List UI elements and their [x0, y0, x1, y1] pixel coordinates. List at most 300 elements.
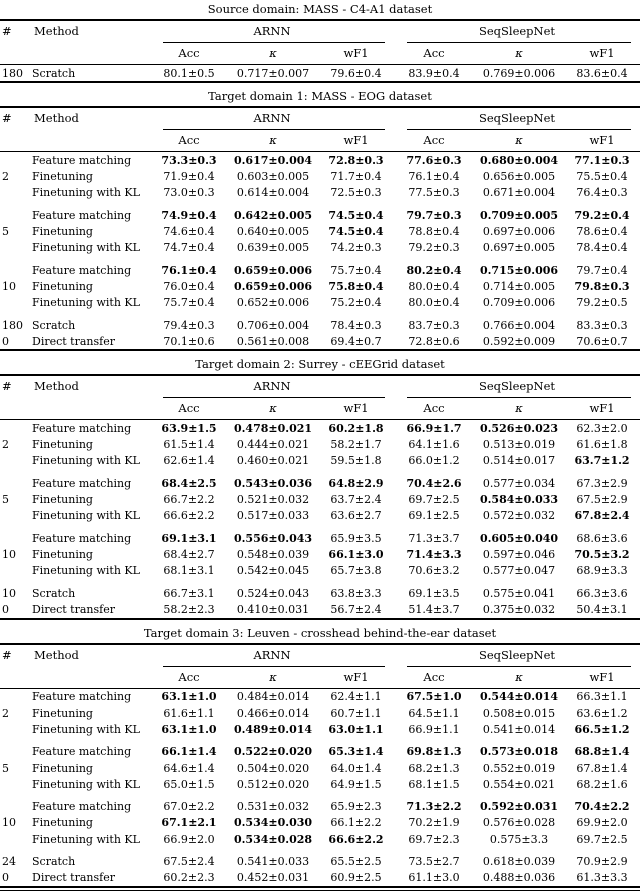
table-row	[0, 688, 640, 705]
metric-cell: 65.9±2.3	[330, 800, 382, 814]
metric-cell: 66.1±2.2	[330, 816, 382, 830]
metric-cell: 0.410±0.031	[236, 603, 310, 617]
metric-cell: 80.0±0.4	[408, 296, 460, 310]
metric-cell: 58.2±2.3	[163, 603, 215, 617]
metric-cell: 66.0±1.2	[408, 454, 460, 468]
table-row	[0, 721, 640, 737]
metric-cell: 0.541±0.014	[482, 722, 556, 736]
column-group-rule	[407, 666, 631, 667]
metric-cell: 61.1±3.0	[408, 871, 460, 885]
metric-cell: 73.0±0.3	[163, 186, 215, 200]
count-column-header: #	[0, 644, 32, 689]
metric-cell: 0.514±0.017	[482, 454, 556, 468]
metric-cell: 74.5±0.4	[328, 224, 384, 238]
method-cell: Finetuning with KL	[32, 296, 140, 310]
table-row	[0, 223, 640, 239]
table-row	[0, 278, 640, 294]
metric-cell: 74.6±0.4	[163, 224, 215, 238]
metric-cell: 58.2±1.7	[330, 438, 382, 452]
metric-cell: 0.522±0.020	[233, 745, 313, 759]
method-cell: Finetuning with KL	[32, 454, 140, 468]
table-row	[0, 847, 640, 870]
metric-cell: 68.4±2.5	[161, 477, 217, 491]
table-row	[0, 492, 640, 508]
metric-cell: 67.5±1.0	[406, 690, 462, 704]
metric-cell: 0.542±0.045	[236, 564, 310, 578]
metric-cell: 67.3±2.9	[576, 477, 628, 491]
metric-cell: 80.0±0.4	[408, 279, 460, 293]
count-cell: 2	[2, 169, 9, 183]
count-cell: 0	[2, 871, 9, 885]
metric-cell: 79.7±0.4	[576, 263, 628, 277]
metric-cell: 68.1±3.1	[163, 564, 215, 578]
method-cell: Finetuning	[32, 761, 93, 775]
metric-cell: 70.4±2.2	[574, 800, 630, 814]
method-cell: Feature matching	[32, 690, 132, 704]
metric-cell: 60.2±1.8	[328, 422, 384, 436]
table-row	[0, 602, 640, 619]
table-row	[0, 524, 640, 547]
model-group-header: ARNN	[253, 24, 291, 38]
metric-cell: 68.8±1.4	[574, 745, 630, 759]
metric-header: κ	[474, 44, 564, 65]
table-row	[0, 737, 640, 760]
table-section	[0, 356, 640, 619]
count-cell: 10	[2, 816, 16, 830]
method-cell: Feature matching	[32, 477, 132, 491]
results-table	[0, 374, 640, 619]
tables-root	[0, 1, 640, 891]
metric-cell: 74.2±0.3	[330, 241, 382, 255]
table-section	[0, 1, 640, 83]
metric-header: wF1	[318, 668, 394, 689]
metric-cell: 69.8±1.3	[406, 745, 462, 759]
metric-cell: 0.466±0.014	[236, 706, 310, 720]
method-cell: Finetuning with KL	[32, 777, 140, 791]
metric-cell: 77.5±0.3	[408, 186, 460, 200]
metric-header: κ	[474, 131, 564, 152]
count-cell: 5	[2, 224, 9, 238]
metric-cell: 73.3±0.3	[161, 153, 217, 167]
method-cell: Feature matching	[32, 153, 132, 167]
metric-cell: 65.7±3.8	[330, 564, 382, 578]
metric-cell: 68.2±1.6	[576, 777, 628, 791]
metric-cell: 0.508±0.015	[482, 706, 556, 720]
metric-cell: 66.7±2.2	[163, 493, 215, 507]
metric-cell: 64.1±1.6	[408, 438, 460, 452]
metric-cell: 79.2±0.3	[408, 241, 460, 255]
metric-cell: 71.3±2.2	[406, 800, 462, 814]
metric-cell: 0.504±0.020	[236, 761, 310, 775]
metric-cell: 70.2±1.9	[408, 816, 460, 830]
metric-cell: 0.697±0.005	[482, 241, 556, 255]
metric-cell: 0.513±0.019	[482, 438, 556, 452]
metric-cell: 0.706±0.004	[236, 318, 310, 332]
metric-cell: 79.2±0.4	[574, 208, 630, 222]
method-column-header: Method	[32, 20, 150, 65]
metric-cell: 60.7±1.1	[330, 706, 382, 720]
metric-cell: 75.7±0.4	[163, 296, 215, 310]
metric-cell: 0.642±0.005	[233, 208, 313, 222]
metric-cell: 0.639±0.005	[236, 241, 310, 255]
table-row	[0, 240, 640, 256]
metric-cell: 64.8±2.9	[328, 477, 384, 491]
metric-cell: 0.556±0.043	[233, 532, 313, 545]
metric-cell: 80.1±0.5	[163, 66, 215, 80]
count-column-header: #	[0, 375, 32, 420]
metric-cell: 71.9±0.4	[163, 169, 215, 183]
results-table	[0, 106, 640, 351]
metric-cell: 0.614±0.004	[236, 186, 310, 200]
metric-cell: 83.3±0.3	[576, 318, 628, 332]
count-cell: 5	[2, 761, 9, 775]
method-cell: Direct transfer	[32, 334, 115, 348]
metric-cell: 0.697±0.006	[482, 224, 556, 238]
table-row	[0, 760, 640, 776]
metric-cell: 68.4±2.7	[163, 548, 215, 562]
metric-cell: 64.5±1.1	[408, 706, 460, 720]
metric-cell: 70.1±0.6	[163, 334, 215, 348]
metric-cell: 0.531±0.032	[236, 800, 310, 814]
method-cell: Scratch	[32, 586, 76, 600]
method-cell: Finetuning	[32, 438, 93, 452]
header-row	[0, 107, 640, 127]
metric-cell: 0.548±0.039	[236, 548, 310, 562]
column-group-rule	[407, 42, 631, 43]
method-cell: Finetuning	[32, 169, 93, 183]
metric-cell: 79.8±0.3	[574, 279, 630, 293]
metric-header: Acc	[150, 131, 228, 152]
metric-cell: 67.5±2.9	[576, 493, 628, 507]
metric-cell: 0.478±0.021	[233, 422, 313, 436]
metric-cell: 66.3±1.1	[576, 690, 628, 704]
metric-cell: 0.444±0.021	[236, 438, 310, 452]
metric-cell: 74.5±0.4	[328, 208, 384, 222]
metric-cell: 76.1±0.4	[408, 169, 460, 183]
metric-cell: 66.1±1.4	[161, 745, 217, 759]
table-row	[0, 831, 640, 847]
metric-header: wF1	[318, 131, 394, 152]
metric-cell: 0.584±0.033	[479, 493, 559, 507]
metric-cell: 72.5±0.3	[330, 186, 382, 200]
count-cell: 0	[2, 334, 9, 348]
metric-cell: 0.521±0.032	[236, 493, 310, 507]
metric-cell: 69.1±3.1	[161, 532, 217, 545]
metric-cell: 67.0±2.2	[163, 800, 215, 814]
method-cell: Finetuning with KL	[32, 832, 140, 846]
metric-cell: 0.534±0.028	[233, 832, 313, 846]
metric-cell: 75.8±0.4	[328, 279, 384, 293]
metric-cell: 83.9±0.4	[408, 66, 460, 80]
metric-cell: 0.460±0.021	[236, 454, 310, 468]
metric-cell: 67.8±2.4	[574, 509, 630, 523]
metric-cell: 73.5±2.7	[408, 855, 460, 869]
metric-cell: 74.7±0.4	[163, 241, 215, 255]
method-cell: Finetuning	[32, 548, 93, 562]
table-row	[0, 792, 640, 815]
metric-cell: 56.7±2.4	[330, 603, 382, 617]
table-row	[0, 469, 640, 492]
metric-cell: 70.6±0.7	[576, 334, 628, 348]
metric-cell: 61.6±1.8	[576, 438, 628, 452]
metric-cell: 0.714±0.005	[482, 279, 556, 293]
metric-cell: 0.561±0.008	[236, 334, 310, 348]
metric-cell: 69.4±0.7	[330, 334, 382, 348]
metric-cell: 63.0±1.1	[328, 722, 384, 736]
metric-cell: 69.7±2.5	[576, 832, 628, 846]
metric-cell: 70.4±2.6	[406, 477, 462, 491]
method-cell: Feature matching	[32, 800, 132, 814]
metric-cell: 0.766±0.004	[482, 318, 556, 332]
method-cell: Finetuning	[32, 816, 93, 830]
table-row	[0, 563, 640, 579]
metric-header: wF1	[564, 44, 640, 65]
method-cell: Finetuning	[32, 279, 93, 293]
metric-cell: 0.617±0.004	[233, 153, 313, 167]
metric-cell: 0.709±0.005	[479, 208, 559, 222]
metric-cell: 61.5±1.4	[163, 438, 215, 452]
method-column-header: Method	[32, 375, 150, 420]
count-cell: 10	[2, 586, 16, 600]
metric-cell: 69.7±2.5	[408, 493, 460, 507]
metric-cell: 75.7±0.4	[330, 263, 382, 277]
metric-cell: 0.605±0.040	[479, 532, 559, 545]
metric-cell: 0.640±0.005	[236, 224, 310, 238]
metric-header: Acc	[394, 399, 474, 420]
metric-cell: 68.6±3.6	[576, 532, 628, 545]
metric-cell: 0.659±0.006	[233, 263, 313, 277]
metric-header: wF1	[564, 399, 640, 420]
model-group-header: ARNN	[253, 111, 291, 126]
metric-cell: 0.769±0.006	[482, 66, 556, 80]
metric-cell: 63.6±2.7	[330, 509, 382, 523]
column-group-rule	[163, 42, 385, 43]
table-row	[0, 705, 640, 721]
table-row	[0, 65, 640, 83]
metric-cell: 77.1±0.3	[574, 153, 630, 167]
metric-cell: 66.3±3.6	[576, 586, 628, 600]
count-cell: 10	[2, 279, 16, 293]
count-cell: 5	[2, 493, 9, 507]
method-column-header: Method	[32, 107, 150, 152]
model-group-header: SeqSleepNet	[478, 647, 556, 662]
metric-cell: 0.576±0.028	[482, 816, 556, 830]
method-cell: Scratch	[32, 66, 76, 80]
metric-cell: 66.5±1.2	[574, 722, 630, 736]
count-cell: 10	[2, 548, 16, 562]
table-row	[0, 311, 640, 334]
metric-cell: 69.9±2.0	[576, 816, 628, 830]
metric-cell: 63.7±1.2	[574, 454, 630, 468]
metric-cell: 0.659±0.006	[233, 279, 313, 293]
count-cell: 2	[2, 706, 9, 720]
metric-cell: 71.3±3.7	[408, 532, 460, 545]
metric-cell: 0.577±0.034	[482, 477, 556, 491]
metric-cell: 0.375±0.032	[482, 603, 556, 617]
metric-cell: 68.2±1.3	[408, 761, 460, 775]
metric-cell: 64.0±1.4	[330, 761, 382, 775]
metric-cell: 69.1±3.5	[408, 586, 460, 600]
method-cell: Feature matching	[32, 745, 132, 759]
metric-cell: 50.4±3.1	[576, 603, 628, 617]
method-cell: Feature matching	[32, 422, 132, 436]
table-row	[0, 420, 640, 437]
metric-cell: 72.8±0.6	[408, 334, 460, 348]
metric-cell: 62.6±1.4	[163, 454, 215, 468]
metric-cell: 0.526±0.023	[479, 422, 559, 436]
column-group-rule	[163, 129, 385, 130]
metric-cell: 60.2±2.3	[163, 871, 215, 885]
metric-cell: 79.2±0.5	[576, 296, 628, 310]
metric-cell: 80.2±0.4	[406, 263, 462, 277]
metric-cell: 74.9±0.4	[161, 208, 217, 222]
method-cell: Finetuning with KL	[32, 722, 140, 736]
metric-cell: 61.3±3.3	[576, 871, 628, 885]
metric-header: Acc	[394, 131, 474, 152]
metric-cell: 0.575±0.041	[482, 586, 556, 600]
count-column-header: #	[0, 107, 32, 152]
metric-cell: 51.4±3.7	[408, 603, 460, 617]
metric-cell: 66.9±2.0	[163, 832, 215, 846]
metric-header: Acc	[394, 44, 474, 65]
metric-cell: 0.452±0.031	[236, 871, 310, 885]
metric-header: wF1	[318, 399, 394, 420]
metric-cell: 0.488±0.036	[482, 871, 556, 885]
results-table	[0, 19, 640, 83]
metric-cell: 79.6±0.4	[330, 66, 382, 80]
metric-header: Acc	[394, 668, 474, 689]
table-row	[0, 152, 640, 169]
metric-cell: 66.6±2.2	[328, 832, 384, 846]
metric-cell: 65.0±1.5	[163, 777, 215, 791]
metric-cell: 0.709±0.006	[482, 296, 556, 310]
table-title: Source domain: MASS - C4-A1 dataset	[207, 2, 433, 16]
metric-cell: 0.717±0.007	[236, 66, 310, 80]
method-cell: Finetuning with KL	[32, 564, 140, 578]
metric-cell: 65.3±1.4	[328, 745, 384, 759]
metric-cell: 76.0±0.4	[163, 279, 215, 293]
metric-cell: 63.1±1.0	[161, 690, 217, 704]
metric-cell: 0.573±0.018	[479, 745, 559, 759]
metric-cell: 0.656±0.005	[482, 169, 556, 183]
metric-cell: 0.575±3.3	[489, 832, 549, 846]
metric-cell: 70.9±2.9	[576, 855, 628, 869]
header-row	[0, 20, 640, 40]
table-row	[0, 185, 640, 201]
metric-cell: 0.603±0.005	[236, 169, 310, 183]
model-group-header: ARNN	[253, 379, 291, 394]
metric-cell: 61.6±1.1	[163, 706, 215, 720]
metric-cell: 0.541±0.033	[236, 855, 310, 869]
metric-cell: 72.8±0.3	[328, 153, 384, 167]
metric-cell: 0.543±0.036	[233, 477, 313, 491]
metric-header: κ	[228, 131, 318, 152]
method-cell: Finetuning	[32, 224, 93, 238]
column-group-rule	[163, 397, 385, 398]
metric-cell: 65.9±3.5	[330, 532, 382, 545]
metric-cell: 0.592±0.031	[479, 800, 559, 814]
table-row	[0, 547, 640, 563]
metric-cell: 0.489±0.014	[233, 722, 313, 736]
metric-cell: 60.9±2.5	[330, 871, 382, 885]
count-cell: 180	[2, 318, 23, 332]
method-cell: Direct transfer	[32, 871, 115, 885]
metric-cell: 67.8±1.4	[576, 761, 628, 775]
method-cell: Scratch	[32, 318, 76, 332]
metric-cell: 63.7±2.4	[330, 493, 382, 507]
table-title: Target domain 3: Leuven - crosshead behind-the-ear dataset	[143, 625, 497, 640]
model-group-header: SeqSleepNet	[478, 111, 556, 126]
table-row	[0, 870, 640, 887]
header-row	[0, 644, 640, 664]
metric-cell: 63.1±1.0	[161, 722, 217, 736]
table-row	[0, 453, 640, 469]
metric-header: κ	[474, 668, 564, 689]
metric-cell: 69.1±2.5	[408, 509, 460, 523]
metric-header: Acc	[150, 399, 228, 420]
method-cell: Finetuning with KL	[32, 241, 140, 255]
method-cell: Finetuning	[32, 706, 93, 720]
table-section	[0, 625, 640, 891]
metric-cell: 75.5±0.4	[576, 169, 628, 183]
method-cell: Finetuning with KL	[32, 509, 140, 523]
table-row	[0, 579, 640, 602]
method-cell: Feature matching	[32, 208, 132, 222]
metric-cell: 0.534±0.030	[233, 816, 313, 830]
method-column-header: Method	[32, 644, 150, 689]
metric-cell: 69.7±2.3	[408, 832, 460, 846]
table-section	[0, 88, 640, 351]
results-table	[0, 643, 640, 888]
metric-cell: 68.1±1.5	[408, 777, 460, 791]
metric-cell: 0.512±0.020	[236, 777, 310, 791]
metric-cell: 76.4±0.3	[576, 186, 628, 200]
metric-cell: 0.517±0.033	[236, 509, 310, 523]
metric-cell: 66.7±3.1	[163, 586, 215, 600]
metric-cell: 75.2±0.4	[330, 296, 382, 310]
metric-cell: 66.9±1.1	[408, 722, 460, 736]
method-cell: Finetuning with KL	[32, 186, 140, 200]
metric-cell: 63.6±1.2	[576, 706, 628, 720]
metric-cell: 64.9±1.5	[330, 777, 382, 791]
column-group-rule	[163, 666, 385, 667]
metric-cell: 76.1±0.4	[161, 263, 217, 277]
metric-cell: 79.4±0.3	[163, 318, 215, 332]
metric-cell: 62.3±2.0	[576, 422, 628, 436]
table-title: Target domain 2: Surrey - cEEGrid dataset	[195, 357, 445, 372]
metric-cell: 63.9±1.5	[161, 422, 217, 436]
model-group-header: ARNN	[253, 647, 291, 662]
metric-cell: 71.7±0.4	[330, 169, 382, 183]
table-row	[0, 168, 640, 184]
metric-cell: 67.1±2.1	[161, 816, 217, 830]
table-row	[0, 815, 640, 831]
metric-cell: 0.671±0.004	[482, 186, 556, 200]
metric-cell: 70.6±3.2	[408, 564, 460, 578]
column-group-rule	[407, 129, 631, 130]
table-row	[0, 437, 640, 453]
table-row	[0, 256, 640, 279]
metric-cell: 83.6±0.4	[576, 66, 628, 80]
metric-cell: 66.6±2.2	[163, 509, 215, 523]
metric-cell: 78.4±0.4	[576, 241, 628, 255]
method-cell: Scratch	[32, 855, 76, 869]
metric-header: wF1	[564, 668, 640, 689]
metric-cell: 79.7±0.3	[406, 208, 462, 222]
metric-cell: 83.7±0.3	[408, 318, 460, 332]
method-cell: Feature matching	[32, 263, 132, 277]
metric-header: Acc	[150, 668, 228, 689]
